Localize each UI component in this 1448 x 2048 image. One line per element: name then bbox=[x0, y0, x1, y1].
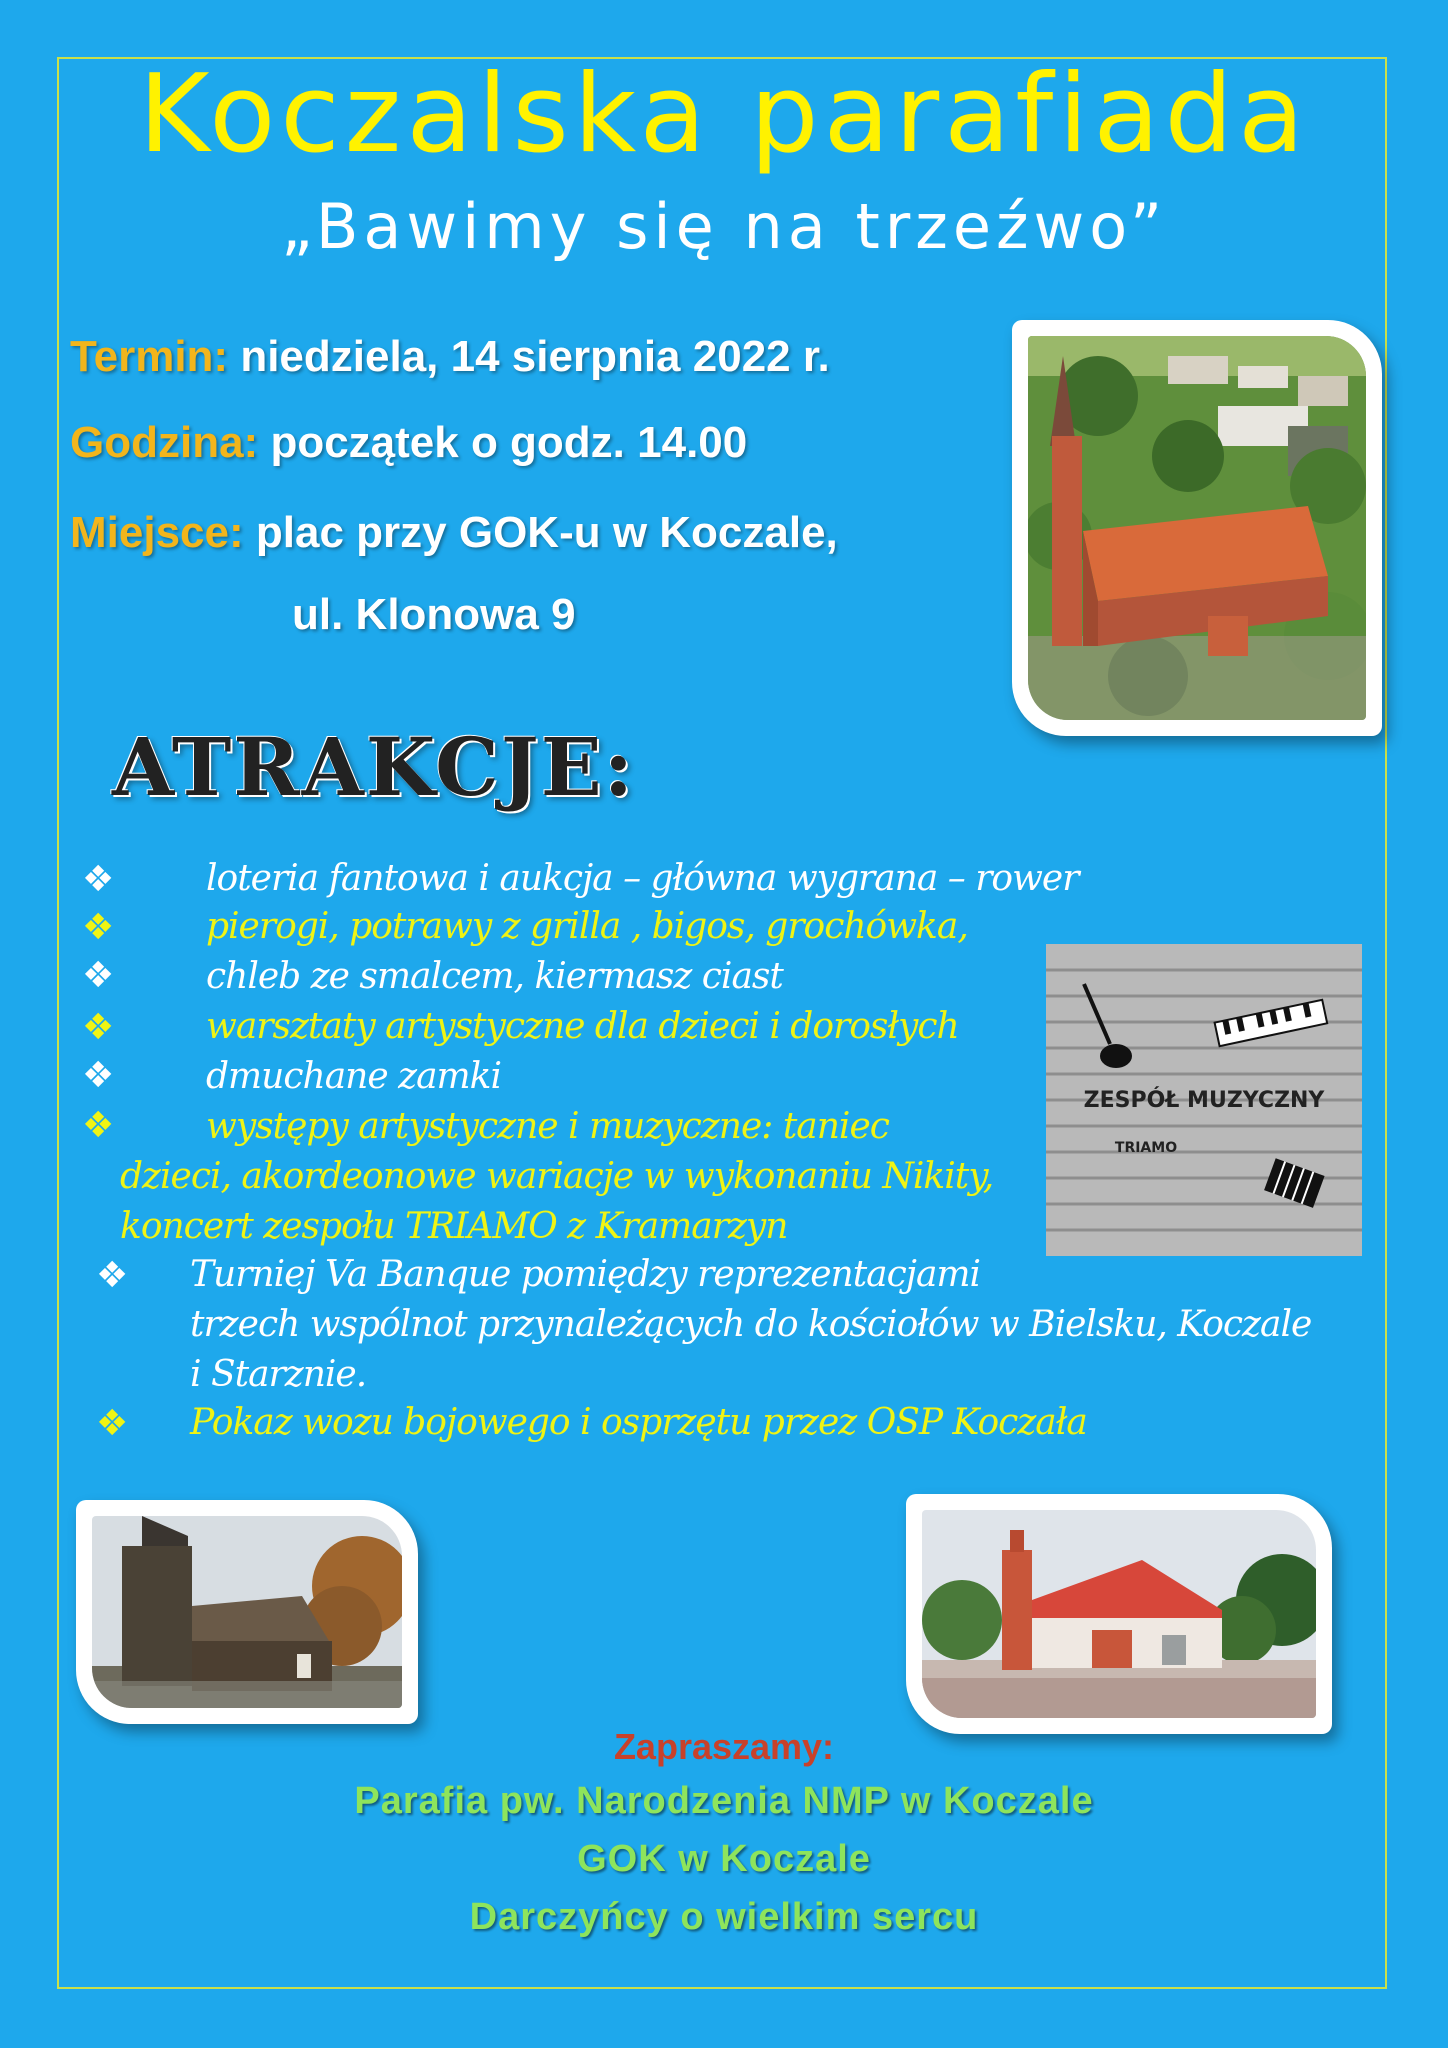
attraction-item-continued: trzech wspólnot przynależących do kościołów w Bielsku, Koczale bbox=[190, 1304, 1312, 1345]
attraction-item-continued: koncert zespołu TRIAMO z Kramarzyn bbox=[120, 1206, 788, 1247]
attraction-item: loteria fantowa i aukcja – główna wygrana – rower bbox=[206, 858, 1079, 899]
brick-church-photo bbox=[906, 1494, 1332, 1734]
date-label: Termin: bbox=[70, 332, 229, 381]
bullet-icon: ❖ bbox=[96, 1255, 129, 1296]
church-koczala-photo bbox=[1012, 320, 1382, 736]
bullet-icon: ❖ bbox=[82, 907, 115, 948]
invite-text: Zapraszamy: bbox=[613, 1726, 835, 1767]
poster-subtitle: „Bawimy się na trzeźwo” bbox=[280, 190, 1168, 263]
organizer-donors: Darczyńcy o wielkim sercu bbox=[469, 1896, 979, 1938]
time-value: początek o godz. 14.00 bbox=[270, 418, 748, 467]
info-time bbox=[70, 418, 747, 468]
organizer-gok: GOK w Koczale bbox=[577, 1838, 871, 1880]
info-address: ul. Klonowa 9 bbox=[292, 590, 576, 639]
band-sign-title: ZESPÓŁ MUZYCZNY bbox=[1083, 1088, 1325, 1113]
bullet-icon: ❖ bbox=[82, 1055, 115, 1096]
attraction-item: warsztaty artystyczne dla dzieci i dorosłych bbox=[206, 1006, 959, 1047]
attraction-item: chleb ze smalcem, kiermasz ciast bbox=[206, 956, 783, 997]
bullet-icon: ❖ bbox=[82, 955, 115, 996]
band-sign-name: TRIAMO bbox=[1114, 1140, 1178, 1156]
bullet-icon: ❖ bbox=[82, 859, 115, 900]
place-value: plac przy GOK-u w Koczale, bbox=[255, 508, 838, 557]
attraction-item: Pokaz wozu bojowego i osprzętu przez OSP Koczała bbox=[190, 1402, 1087, 1443]
info-place bbox=[70, 508, 838, 558]
bullet-icon: ❖ bbox=[82, 1105, 115, 1146]
info-date bbox=[70, 332, 830, 382]
bullet-icon: ❖ bbox=[96, 1403, 129, 1444]
place-label: Miejsce: bbox=[70, 508, 244, 557]
attraction-item: Turniej Va Banque pomiędzy reprezentacjami bbox=[190, 1254, 981, 1295]
date-value: niedziela, 14 sierpnia 2022 r. bbox=[240, 332, 830, 381]
attraction-item-continued: dzieci, akordeonowe wariacje w wykonaniu Nikity, bbox=[120, 1156, 994, 1197]
attraction-item: dmuchane zamki bbox=[206, 1056, 502, 1097]
attraction-item: występy artystyczne i muzyczne: taniec bbox=[206, 1106, 889, 1147]
organizer-parish: Parafia pw. Narodzenia NMP w Koczale bbox=[354, 1780, 1094, 1822]
poster-title: Koczalska parafiada bbox=[138, 52, 1310, 177]
wooden-church-photo bbox=[76, 1500, 418, 1724]
attraction-item: pierogi, potrawy z grilla , bigos, grochówka, bbox=[206, 906, 968, 947]
bullet-icon: ❖ bbox=[82, 1007, 115, 1048]
band-triamo-sign bbox=[1046, 944, 1362, 1256]
attraction-item-continued: i Starznie. bbox=[190, 1354, 367, 1395]
attractions-heading: ATRAKCJE: bbox=[112, 720, 636, 814]
time-label: Godzina: bbox=[70, 418, 259, 467]
